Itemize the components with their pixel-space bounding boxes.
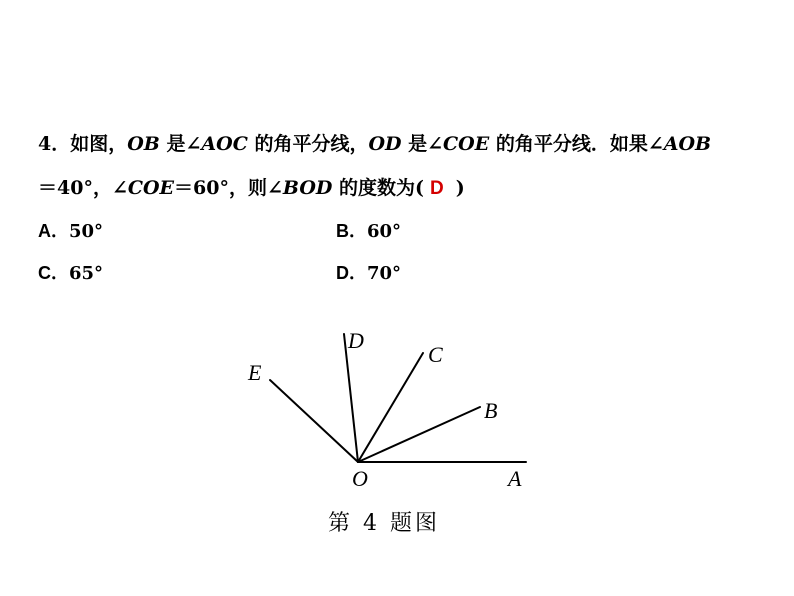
ray-ob: [358, 407, 480, 462]
label-a: A: [508, 466, 522, 491]
option-letter: B: [336, 221, 349, 241]
segment-od: OD: [368, 133, 402, 155]
angle-aoc: AOC: [201, 133, 248, 155]
option-value: 50°: [69, 221, 104, 242]
figure-caption: 第 4 题图: [328, 511, 440, 536]
segment-ob: OB: [127, 133, 160, 155]
question-text: ．如图，: [51, 133, 128, 155]
question-text: 的角平分线．如果∠: [489, 133, 664, 155]
option-value: 70°: [367, 263, 402, 284]
question-text: ＝60°，则∠: [174, 177, 283, 199]
label-c: C: [428, 342, 443, 367]
option-sep: ．: [51, 221, 69, 242]
question-text: 的度数为(: [332, 177, 424, 199]
angle-coe: COE: [443, 133, 490, 155]
label-e: E: [248, 360, 262, 385]
option-value: 65°: [69, 263, 104, 284]
question-text: 的角平分线，: [247, 133, 369, 155]
question-text: ): [455, 177, 465, 199]
label-b: B: [484, 398, 498, 423]
option-sep: ．: [51, 263, 69, 284]
option-b[interactable]: [336, 220, 401, 243]
question-text: ＝40°，∠: [38, 177, 128, 199]
question-text: 是∠: [159, 133, 202, 155]
answer-mark: D: [429, 178, 444, 199]
option-a[interactable]: [38, 220, 103, 243]
question-line-2: [38, 176, 465, 201]
question-line-1: [38, 132, 711, 156]
ray-oe: [270, 380, 358, 462]
option-letter: D: [336, 263, 349, 283]
ray-od: [344, 334, 358, 462]
option-letter: A: [38, 221, 51, 241]
angle-aob: AOB: [663, 133, 712, 155]
option-d[interactable]: [336, 262, 401, 285]
question-text: 是∠: [401, 133, 444, 155]
option-letter: C: [38, 263, 51, 283]
angle-coe: COE: [127, 177, 175, 199]
question-number: 4: [38, 133, 52, 155]
ray-oc: [358, 353, 423, 462]
option-sep: ．: [349, 263, 367, 284]
label-d: D: [348, 328, 364, 353]
angle-bod: BOD: [282, 177, 333, 199]
option-c[interactable]: [38, 262, 103, 285]
option-sep: ．: [349, 221, 367, 242]
label-o: O: [352, 466, 368, 491]
option-value: 60°: [367, 221, 402, 242]
